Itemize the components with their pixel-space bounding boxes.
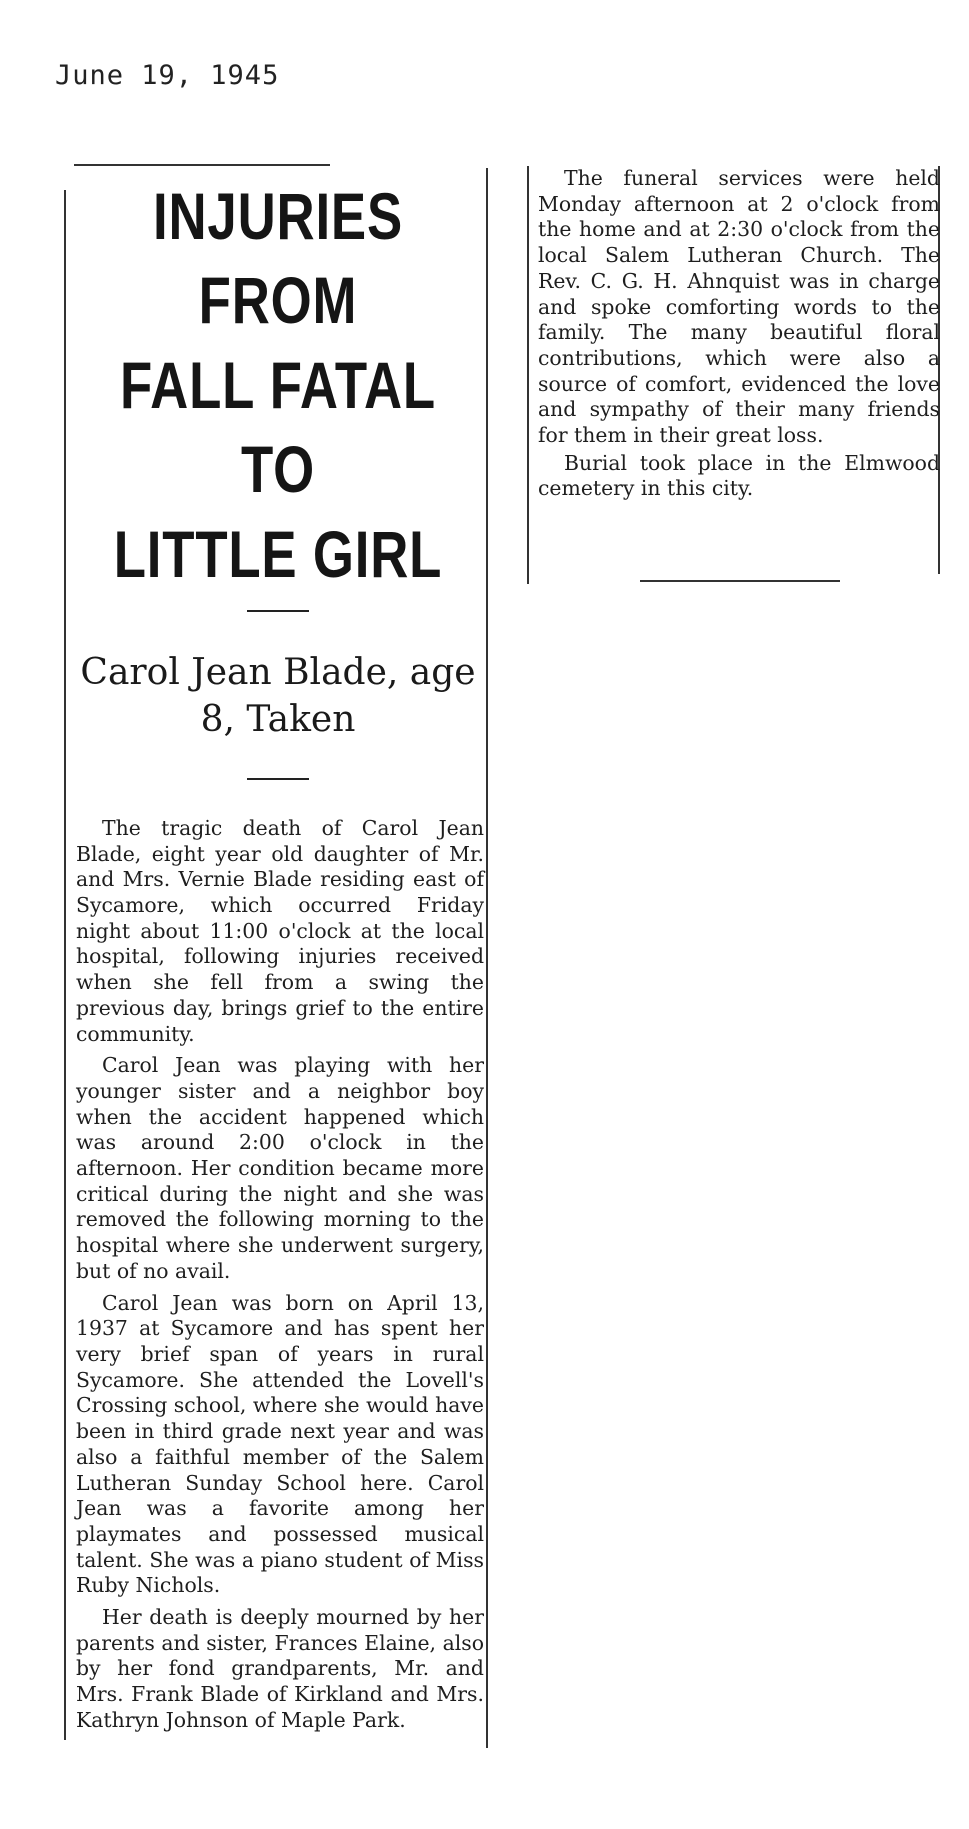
right-column-left-rule — [527, 166, 529, 584]
headline-line-3: LITTLE GIRL — [113, 516, 443, 591]
article-paragraph: The tragic death of Carol Jean Blade, eight year old daughter of Mr. and Mrs. Vernie Blade residing east of Sycamore, which occurred Friday night about 11:00 o'clock at the local hospital, following injuries received when she fell from a swing the previous day, brings grief to the entire community. — [76, 815, 484, 1046]
article-body — [72, 816, 484, 1734]
article-paragraph: Carol Jean was playing with her younger sister and a neighbor boy when the accident happened which was around 2:00 o'clock in the afternoon. Her condition became more critical during the night and she was removed the following morning to the hospital where she underwent surgery, but of no avail. — [76, 1053, 484, 1283]
subheadline — [72, 650, 484, 744]
article-column-right — [538, 166, 940, 504]
article-end-rule — [640, 580, 840, 582]
headline-line-1: INJURIES FROM — [153, 179, 403, 338]
headline-top-rule — [74, 164, 330, 166]
headline-divider — [247, 610, 309, 612]
headline-line-2: FALL FATAL TO — [120, 347, 436, 507]
article-continuation — [538, 166, 940, 502]
left-column-rule — [64, 190, 66, 1740]
subheadline-divider — [247, 778, 309, 780]
article-paragraph: Burial took place in the Elmwood cemetery in this city. — [538, 450, 940, 501]
article-paragraph: The funeral services were held Monday afternoon at 2 o'clock from the home and at 2:30 o'clock from the local Salem Lutheran Church. The Rev. C. G. H. Ahnquist was in charge and spoke comforting words to the family. The many beautiful floral contributions, which were also a source of comfort, evidenced the love and sympathy of their many friends for them in their great loss. — [538, 166, 940, 448]
article-paragraph: Carol Jean was born on April 13, 1937 at Sycamore and has spent her very brief span of years in rural Sycamore. She attended the Lovell's Crossing school, where she would have been in third grade next year and was also a faithful member of the Salem Lutheran Sunday School here. Carol Jean was a favorite among her playmates and possessed musical talent. She was a piano student of Miss Ruby Nichols. — [76, 1290, 484, 1598]
article-column-left — [72, 168, 484, 1748]
clipping-date: June 19, 1945 — [55, 60, 280, 91]
article-paragraph: Her death is deeply mourned by her parents and sister, Frances Elaine, also by her fond grandparents, Mr. and Mrs. Frank Blade of Kirkland and Mrs. Kathryn Johnson of Maple Park. — [76, 1605, 484, 1732]
subheadline-line-1: Carol Jean Blade, age — [80, 652, 476, 694]
headline — [72, 174, 484, 596]
center-column-rule — [486, 168, 488, 1748]
subheadline-line-2: 8, Taken — [200, 699, 356, 741]
